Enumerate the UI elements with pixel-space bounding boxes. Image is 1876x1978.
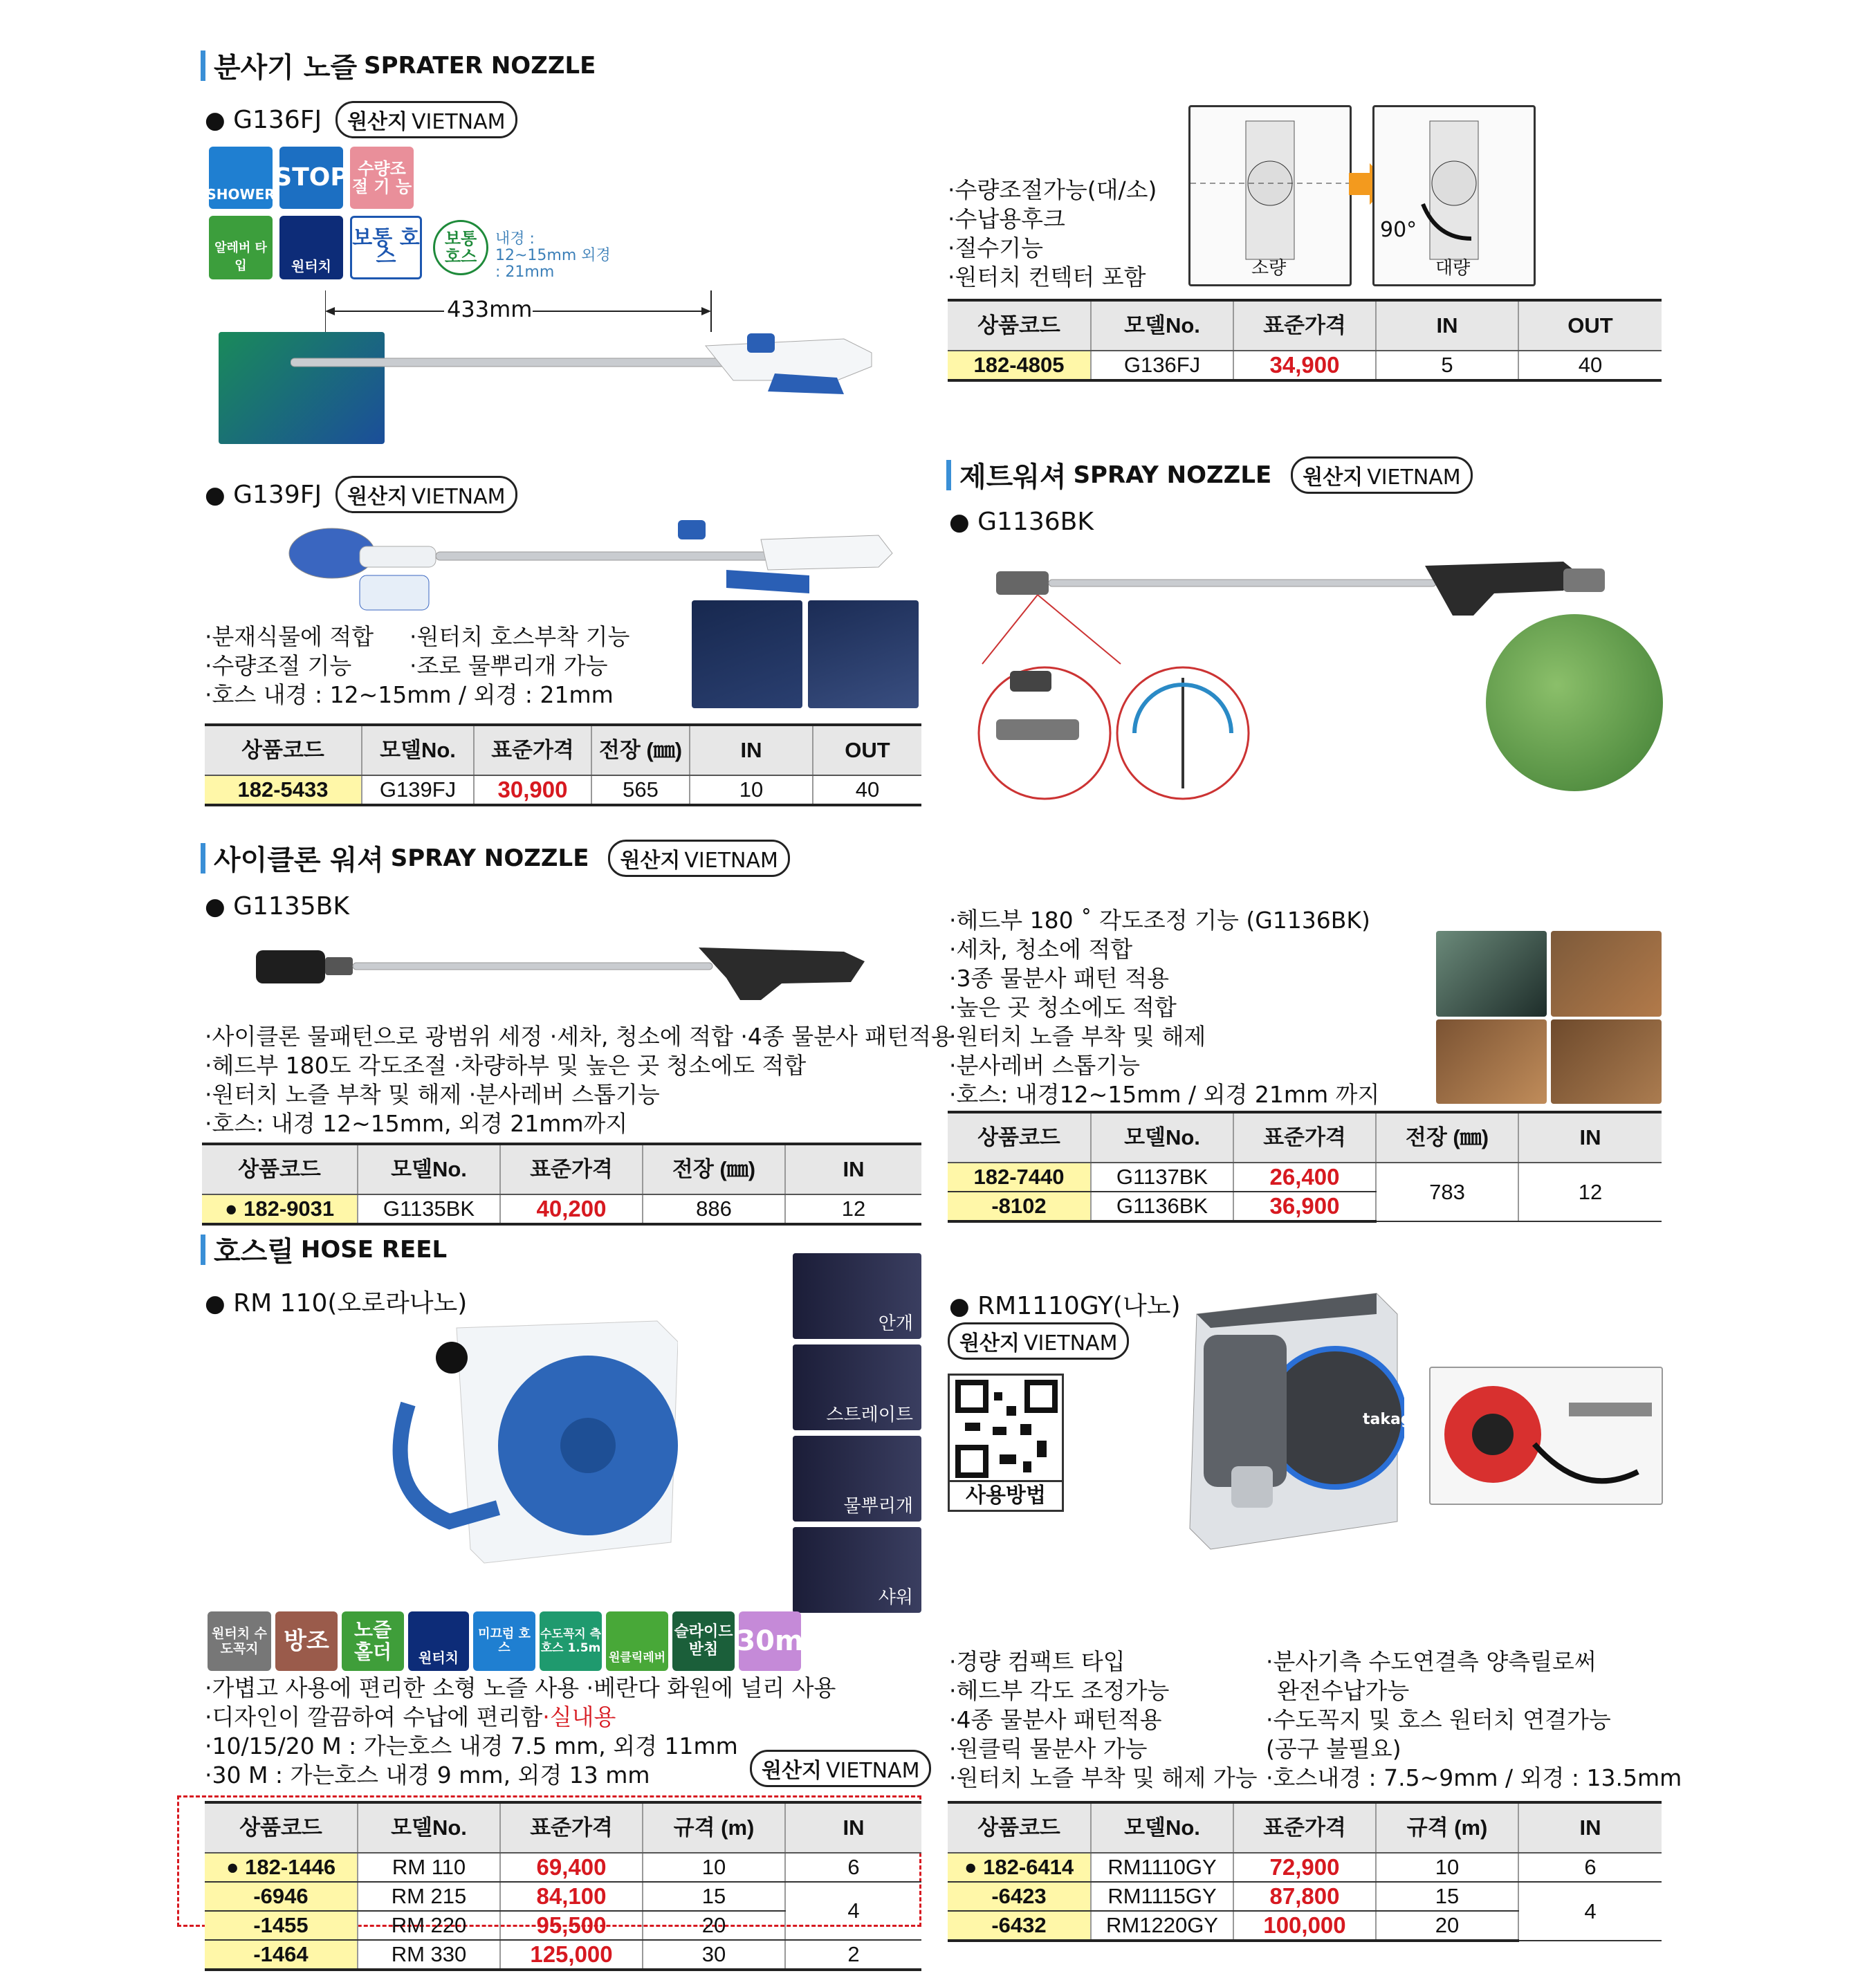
badge-rustproof: 방조 xyxy=(275,1611,338,1671)
badge-30m: 30m xyxy=(739,1611,801,1671)
table-row: -8102 G1136BK 36,900 xyxy=(948,1192,1662,1221)
g1135bk-product-image xyxy=(256,934,879,1003)
rm110-origin: 원산지 VIETNAM xyxy=(750,1750,931,1787)
flow-control-badge: 수량조절 기 능 xyxy=(350,147,414,209)
table-row: -6423 RM1115GY 87,800 15 4 xyxy=(948,1882,1662,1911)
g1136bk-usage-photo xyxy=(1486,614,1663,791)
table-row: -1455 RM 220 95,500 20 xyxy=(205,1911,921,1940)
g136fj-features: ·수량조절가능(대/소) ·수납용후크 ·절수기능 ·원터치 컨텍터 포함 xyxy=(948,176,1157,290)
g1135bk-spec-table: 상품코드 모델No. 표준가격 전장 (㎜) IN ● 182-9031 G1135BK 40,200 886 12 xyxy=(202,1143,921,1226)
rm1110gy-features-right: ·분사기측 수도연결측 양측릴로써 완전수납가능 ·수도꼭지 및 호스 원터치 연결가능 (공구 불필요) ·호스내경 : 7.5~9mm / 외경 : 13.5mm xyxy=(1266,1648,1682,1791)
table-row: ● 182-6414 RM1110GY 72,900 10 6 xyxy=(948,1853,1662,1882)
hose-spec-label: 내경 : 12~15mm 외경 : 21mm xyxy=(495,230,611,281)
rm110-product-image xyxy=(367,1314,678,1577)
section-title-jet: 제트워셔 SPRAY NOZZLE 원산지 VIETNAM xyxy=(946,455,1473,494)
spray-pattern-watering: 물뿌리개 xyxy=(793,1436,921,1522)
g136fj-product-image xyxy=(291,325,899,401)
table-row: -6946 RM 215 84,100 15 4 xyxy=(205,1882,921,1911)
model-rm110: ● RM 110(오로라나노) xyxy=(205,1289,468,1318)
model-g136fj: ● G136FJ 원산지 VIETNAM xyxy=(205,101,517,138)
g1136bk-photo-2 xyxy=(1551,931,1662,1017)
table-row: 182-4805 G136FJ 34,900 5 40 xyxy=(948,351,1662,380)
section-title-cyclone: 사이클론 워셔 SPRAY NOZZLE 원산지 VIETNAM xyxy=(201,838,790,878)
badge-slide-stand: 슬라이드 받침 xyxy=(672,1611,735,1671)
dimension-label: 433mm xyxy=(447,296,533,322)
model-g139fj: ● G139FJ 원산지 VIETNAM xyxy=(205,476,517,513)
badge-oneclick-lever: 원클릭레버 xyxy=(606,1611,668,1671)
spray-photo-1 xyxy=(692,600,802,708)
origin-badge: 원산지 VIETNAM xyxy=(335,476,517,513)
small-flow-diagram: 소량 xyxy=(1188,105,1352,286)
origin-badge: 원산지 VIETNAM xyxy=(608,840,789,877)
origin-badge: 원산지 VIETNAM xyxy=(1291,456,1472,494)
badge-faucet-hose: 수도꼭지 측 호스 1.5m xyxy=(540,1611,602,1671)
g1136bk-features: ·헤드부 180 ˚ 각도조정 기능 (G1136BK) ·세차, 청소에 적합 ·3종 물분사 패턴 적용 ·높은 곳 청소에도 적합 ·원터치 노즐 부착 및 해제 ·분사레버 스톱기능 ·호스: 내경12~15mm / 외경 21mm 까지 xyxy=(949,907,1380,1108)
g1136bk-photo-4 xyxy=(1551,1019,1662,1104)
spray-pattern-straight: 스트레이트 xyxy=(793,1344,921,1430)
normal-hose-round-badge: 보통 호스 xyxy=(433,220,488,275)
lever-badge: 알레버 타입 xyxy=(209,216,273,279)
g1136bk-photo-3 xyxy=(1436,1019,1547,1104)
model-g1135bk: ● G1135BK xyxy=(205,892,349,921)
g139fj-features: ·분재식물에 적합 ·원터치 호스부착 기능 ·수량조절 기능 ·조로 물뿌리개 가능 ·호스 내경 : 12~15mm / 외경 : 21mm xyxy=(205,623,630,708)
stop-badge: STOP xyxy=(279,147,343,209)
large-flow-diagram: 90° 대량 xyxy=(1372,105,1536,286)
g1136bk-photo-1 xyxy=(1436,931,1547,1017)
badge-onetouch: 원터치 xyxy=(408,1611,469,1671)
rm1110gy-product-image: takagi xyxy=(1169,1286,1404,1560)
table-row: ● 182-1446 RM 110 69,400 10 6 xyxy=(205,1853,921,1882)
origin-badge: 원산지 VIETNAM xyxy=(335,101,517,138)
shower-badge: SHOWER xyxy=(209,147,273,209)
onetouch-badge: 원터치 xyxy=(279,216,343,279)
rm1110gy-spec-table: 상품코드 모델No. 표준가격 규격 (m) IN ● 182-6414 RM1110GY 72,900 10 6 -6423 RM1115GY 87,800 15 4 -6432 RM1220GY 100,000 20 xyxy=(948,1801,1662,1942)
g1136bk-detail-diagram xyxy=(968,595,1259,802)
model-rm1110gy: ● RM1110GY(나노) xyxy=(949,1292,1181,1320)
g136fj-spec-table: 상품코드 모델No. 표준가격 IN OUT 182-4805 G136FJ 34,900 5 40 xyxy=(948,299,1662,382)
g1136bk-spec-table: 상품코드 모델No. 표준가격 전장 (㎜) IN 182-7440 G1137BK 26,400 783 12 -8102 G1136BK 36,900 xyxy=(948,1111,1662,1223)
g1135bk-features: ·사이클론 물패턴으로 광범위 세정 ·세차, 청소에 적합 ·4종 물분사 패턴적용 ·헤드부 180도 각도조절 ·차량하부 및 높은 곳 청소에도 적합 ·원터치 노즐 부착 및 해제 ·분사레버 스톱기능 ·호스: 내경 12~15mm, 외경 21mm까지 xyxy=(205,1023,953,1137)
normal-hose-badge: 보통 호 스 xyxy=(350,216,422,279)
table-row: -1464 RM 330 125,000 30 2 xyxy=(205,1940,921,1970)
badge-nozzle-holder: 노즐 홀더 xyxy=(342,1611,404,1671)
badge-onetouch-faucet: 원터치 수도꼭지 xyxy=(208,1611,271,1671)
spray-pattern-shower: 샤워 xyxy=(793,1527,921,1613)
rm110-spec-table: 상품코드 모델No. 표준가격 규격 (m) IN ● 182-1446 RM 110 69,400 10 6 -6946 RM 215 84,100 15 4 -1455 RM 220 95,500 20 -1464 RM 330 125,000 30 2 xyxy=(205,1801,921,1971)
rm1110gy-features-left: ·경량 컴팩트 타입 ·헤드부 각도 조정가능 ·4종 물분사 패턴적용 ·원클릭 물분사 가능 ·원터치 노즐 부착 및 해제 가능 xyxy=(949,1648,1258,1791)
table-row: 182-5433 G139FJ 30,900 565 10 40 xyxy=(205,775,921,805)
g139fj-spec-table: 상품코드 모델No. 표준가격 전장 (㎜) IN OUT 182-5433 G139FJ 30,900 565 10 40 xyxy=(205,723,921,806)
rm110-features: ·가볍고 사용에 편리한 소형 노즐 사용 ·베란다 화원에 널리 사용 ·디자인이 깔끔하여 수납에 편리함·실내용 ·10/15/20 M : 가는호스 내경 7.5 mm, 외경 11mm ·30 M : 가는호스 내경 9 mm, 외경 13 mm xyxy=(205,1674,836,1788)
spray-photo-2 xyxy=(808,600,919,708)
section-title-sprayer: 분사기 노즐 SPRATER NOZZLE xyxy=(201,46,596,85)
rm1110gy-origin: 원산지 VIETNAM xyxy=(948,1322,1129,1360)
badge-nonslip-hose: 미끄럼 호스 xyxy=(473,1611,535,1671)
table-row: 182-7440 G1137BK 26,400 783 12 xyxy=(948,1163,1662,1192)
table-row: ● 182-9031 G1135BK 40,200 886 12 xyxy=(202,1194,921,1224)
model-g1136bk: ● G1136BK xyxy=(949,508,1094,536)
table-row: -6432 RM1220GY 100,000 20 xyxy=(948,1911,1662,1941)
qr-code[interactable]: 사용방법 xyxy=(948,1374,1064,1512)
section-title-hose-reel: 호스릴 HOSE REEL xyxy=(201,1230,447,1269)
spray-pattern-mist: 안개 xyxy=(793,1253,921,1339)
rm1110gy-open-photo xyxy=(1429,1367,1663,1505)
